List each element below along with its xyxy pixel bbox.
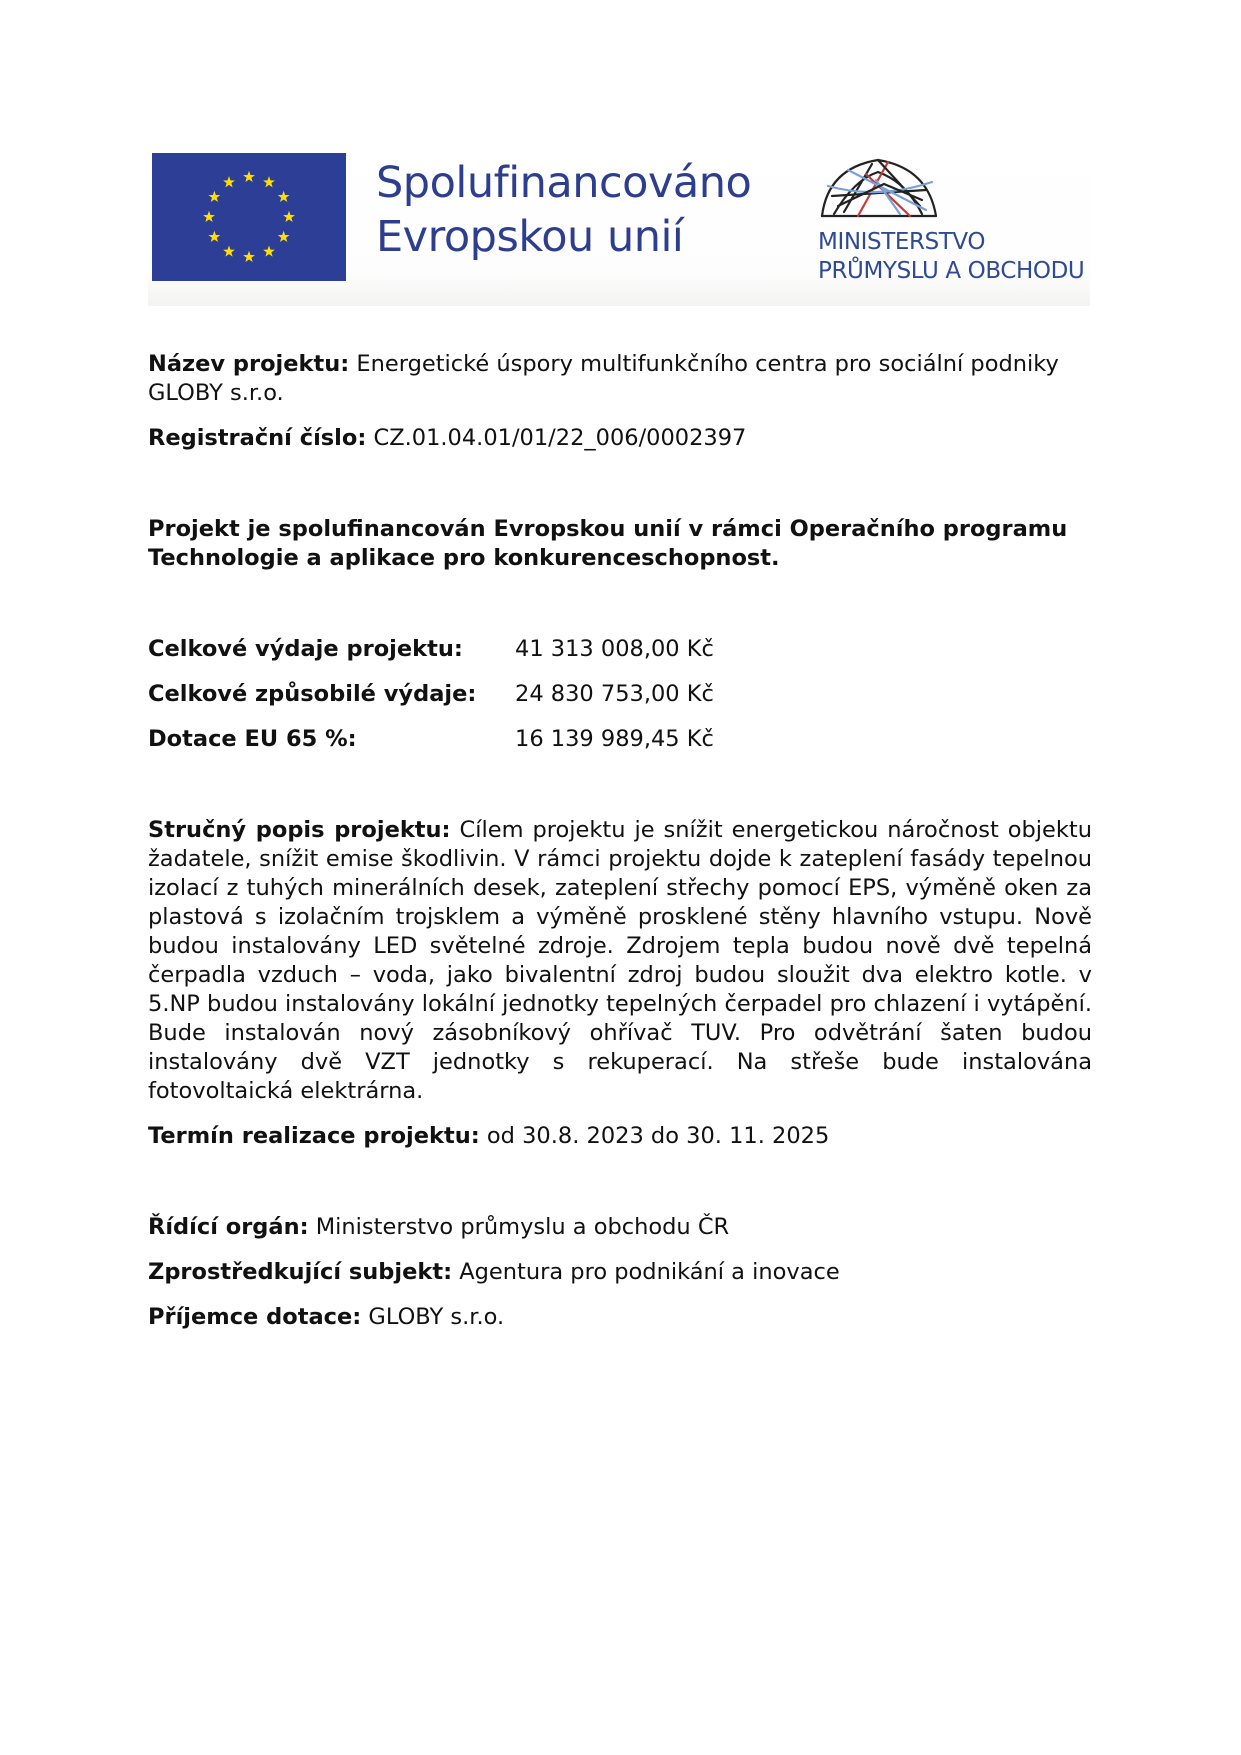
body-label: Zprostředkující subjekt: [148,1259,453,1285]
finance-row [148,680,1092,709]
header-banner [148,150,1090,306]
eu-star-icon [243,171,255,182]
eu-stars-icon [152,153,346,281]
eu-star-icon [263,245,275,256]
finance-value: 16 139 989,45 Kč [515,726,714,752]
finance-value: 24 830 753,00 Kč [515,681,714,707]
program-statement: Projekt je spolufinancován Evropskou unií v rámci Operačního programu Technologie a aplikace pro konkurenceschopnost. [148,516,1068,571]
finance-value: 41 313 008,00 Kč [515,636,714,662]
finance-label: Celkové způsobilé výdaje: [148,681,477,707]
body-label: Příjemce dotace: [148,1304,362,1330]
body-value: Ministerstvo průmyslu a obchodu ČR [308,1214,730,1240]
realization-term [148,1122,1092,1151]
cofinanced-line2: Evropskou unií [376,212,684,262]
finance-row [148,725,1092,754]
document-body [148,350,1092,1332]
eu-star-icon [208,191,220,202]
eu-flag-logo [152,153,346,281]
description-label: Stručný popis projektu: [148,817,451,843]
ministry-line2: PRŮMYSLU A OBCHODU [818,258,1085,284]
registration-value: CZ.01.04.01/01/22_006/0002397 [366,425,747,451]
eu-star-icon [203,211,215,222]
body-label: Řídící orgán: [148,1214,309,1240]
ministry-dome-logo [814,150,944,222]
registration-label: Registrační číslo: [148,425,367,451]
eu-star-icon [278,191,290,202]
eu-star-icon [223,176,235,187]
term-label: Termín realizace projektu: [148,1123,480,1149]
cofinanced-title [376,156,751,264]
managing-authority [148,1213,1092,1242]
eu-star-icon [263,176,275,187]
eu-star-icon [283,211,295,222]
term-value: od 30.8. 2023 do 30. 11. 2025 [479,1123,830,1149]
finance-label: Dotace EU 65 %: [148,726,357,752]
body-value: Agentura pro podnikání a inovace [452,1259,840,1285]
project-name [148,350,1092,408]
ministry-name [818,228,1084,286]
cofinanced-line1: Spolufinancováno [376,158,752,208]
eu-star-icon [243,251,255,262]
ministry-line1: MINISTERSTVO [818,229,986,255]
project-name-label: Název projektu: [148,351,350,377]
project-description [148,816,1092,1106]
project-name-value: Energetické úspory multifunkčního centra pro sociální podniky GLOBY s.r.o. [148,351,1059,406]
registration-number [148,424,1092,453]
eu-star-icon [208,231,220,242]
eu-star-icon [278,231,290,242]
body-value: GLOBY s.r.o. [361,1304,505,1330]
description-value: Cílem projektu je snížit energetickou náročnost objektu žadatele, snížit emise škodlivin. V rámci projektu dojde k zateplení fasády tepelnou izolací z tuhých minerálních desek, zateplení střechy pomocí EPS, výměně oken za plastová s izolačním trojsklem a výměně prosklené stěny hlavního vstupu. Nově budou instalovány LED světelné zdroje. Zdrojem tepla budou nově dvě tepelná čerpadla vzduch – voda, jako bivalentní zdroj budou sloužit dva elektro kotle. v 5.NP budou instalovány lokální jednotky tepelných čerpadel pro chlazení i vytápění. Bude instalován nový zásobníkový ohřívač TUV. Pro odvětrání šaten budou instalovány dvě VZT jednotky s rekuperací. Na střeše bude instalována fotovoltaická elektrárna. [148,817,1092,1104]
finance-row [148,635,1092,664]
intermediate-body [148,1258,1092,1287]
eu-star-icon [223,245,235,256]
finance-label: Celkové výdaje projektu: [148,636,463,662]
grant-recipient [148,1303,1092,1332]
